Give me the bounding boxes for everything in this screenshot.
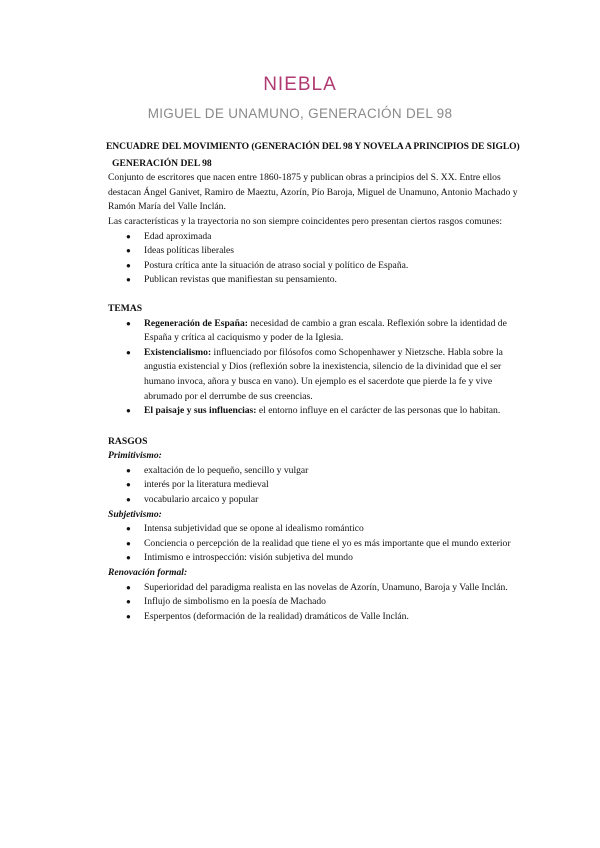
bullet-icon: ● — [126, 538, 131, 548]
bullet-icon: ● — [126, 260, 131, 270]
bullet-icon: ● — [126, 347, 131, 357]
list-item: ● Existencialismo: influenciado por filósofos como Schopenhawer y Nietzsche. Habla sobre la angustia existencial y Dios (reflexión sobre la inexistencia, silencio de la divinidad que el ser humano invoca, añora y busca en vano). Un ejemplo es el sacerdote que pierde la fe y vive abrumado por el derrumbe de sus creencias. — [126, 346, 503, 402]
bullet-icon: ● — [126, 246, 131, 256]
bullet-icon: ● — [126, 275, 131, 285]
bullet-icon: ● — [126, 318, 131, 328]
encuadre-heading: ENCUADRE DEL MOVIMIENTO (GENERACIÓN DEL 98 Y NOVELA A PRINCIPIOS DE SIGLO) — [106, 141, 520, 152]
list-item: ● exaltación de lo pequeño, sencillo y vulgar — [108, 464, 526, 479]
bullet-icon: ● — [126, 231, 131, 241]
bullet-icon: ● — [126, 480, 131, 490]
list-item: ● Intensa subjetividad que se opone al idealismo romántico — [108, 522, 526, 537]
list-item: ● El paisaje y sus influencias: el entorno influye en el carácter de las personas que lo habitan. — [108, 404, 526, 419]
encuadre-list — [108, 230, 526, 288]
bullet-icon: ● — [126, 553, 131, 563]
encuadre-paragraph-1: Conjunto de escritores que nacen entre 1860-1875 y publican obras a principios del S. XX. Entre ellos destacan Ángel Ganivet, Ramiro de Maeztu, Azorín, Pío Baroja, Miguel de Unamuno, Antonio Machado y Ramón María del Valle Inclán. — [108, 172, 518, 213]
document-title: NIEBLA — [263, 74, 337, 95]
document-subtitle: MIGUEL DE UNAMUNO, GENERACIÓN DEL 98 — [147, 106, 453, 121]
tema-term: Regeneración de España: — [144, 317, 248, 329]
list-item: ● Ideas políticas liberales — [108, 244, 526, 259]
rasgos-heading: RASGOS — [108, 435, 148, 447]
renovacion-list — [108, 581, 526, 625]
generacion-heading: GENERACIÓN DEL 98 — [112, 157, 212, 169]
list-item: ● Regeneración de España: necesidad de cambio a gran escala. Reflexión sobre la identidad de España y crítica al caciquismo y poder de la Iglesia. — [126, 317, 507, 344]
list-item: ● Esperpentos (deformación de la realidad) dramáticos de Valle Inclán. — [108, 610, 526, 625]
list-item: ● Publican revistas que manifiestan su pensamiento. — [108, 273, 526, 288]
temas-heading: TEMAS — [108, 302, 143, 314]
list-item: ● Intimismo e introspección: visión subjetiva del mundo — [108, 551, 526, 566]
bullet-icon: ● — [126, 582, 131, 592]
list-item: ● Postura crítica ante la situación de atraso social y político de España. — [108, 259, 526, 274]
bullet-icon: ● — [126, 597, 131, 607]
bullet-icon: ● — [126, 406, 131, 416]
bullet-icon: ● — [126, 611, 131, 621]
encuadre-paragraph-2: Las características y la trayectoria no son siempre coincidentes pero presentan ciertos rasgos comunes: — [108, 215, 502, 227]
document-body — [108, 140, 526, 624]
subjetivismo-heading: Subjetivismo: — [108, 508, 162, 520]
list-item: ● vocabulario arcaico y popular — [108, 493, 526, 508]
subjetivismo-list — [108, 522, 526, 566]
list-item: ● Edad aproximada — [108, 230, 526, 245]
primitivismo-heading: Primitivismo: — [108, 450, 162, 462]
list-item: ● Superioridad del paradigma realista en las novelas de Azorín, Unamuno, Baroja y Valle Inclán. — [108, 581, 526, 596]
list-item: ● Influjo de simbolismo en la poesía de Machado — [108, 595, 526, 610]
bullet-icon: ● — [126, 495, 131, 505]
list-item: ● Conciencia o percepción de la realidad que tiene el yo es más importante que el mundo exterior — [108, 537, 526, 552]
bullet-icon: ● — [126, 524, 131, 534]
list-item: ● interés por la literatura medieval — [108, 478, 526, 493]
tema-term: El paisaje y sus influencias: — [144, 405, 257, 417]
bullet-icon: ● — [126, 465, 131, 475]
primitivismo-list — [108, 464, 526, 508]
temas-list — [108, 317, 526, 419]
renovacion-heading: Renovación formal: — [108, 567, 188, 579]
tema-term: Existencialismo: — [144, 346, 212, 358]
